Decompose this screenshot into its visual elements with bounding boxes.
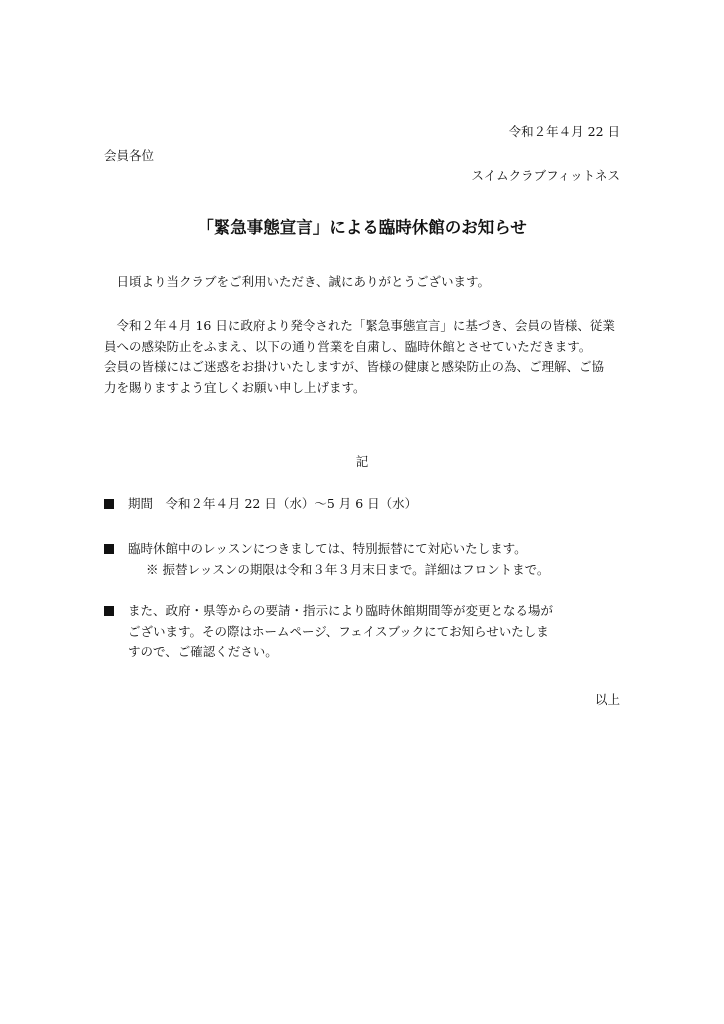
sender: スイムクラブフィットネス (471, 168, 620, 183)
notice-title: 「緊急事態宣言」による臨時休館のお知らせ (197, 218, 527, 237)
closing: 以上 (594, 692, 620, 707)
body-line: 令和２年４月 16 日に政府より発令された「緊急事態宣言」に基づき、会員の皆様、従業 (116, 318, 615, 333)
body-paragraph (104, 316, 624, 398)
body-line: 員への感染防止をふまえ、以下の通り営業を自粛し、臨時休館とさせていただきます。 (104, 338, 592, 354)
item-line: すので、ご確認ください。 (128, 644, 278, 659)
recipient: 会員各位 (104, 148, 155, 163)
item-lessons (104, 539, 624, 580)
square-bullet-icon (104, 606, 114, 616)
item-line: 臨時休館中のレッスンにつきましては、特別振替にて対応いたします。 (128, 541, 527, 556)
ki-heading: 記 (355, 454, 369, 469)
body-line: 会員の皆様にはご迷惑をお掛けいたしますが、皆様の健康と感染防止の為、ご理解、ご協 (104, 359, 605, 374)
square-bullet-icon (104, 499, 114, 509)
greeting (104, 272, 624, 293)
item-line: また、政府・県等からの要請・指示により臨時休館期間等が変更となる場が (128, 603, 554, 618)
body-line: 力を賜りますよう宜しくお願い申し上げます。 (104, 379, 366, 395)
greeting-text: 日頃より当クラブをご利用いただき、誠にありがとうございます。 (116, 274, 491, 289)
item-line: 期間 令和２年４月 22 日（水）～5 月 6 日（水） (128, 496, 418, 511)
square-bullet-icon (104, 544, 114, 554)
item-changes (104, 601, 624, 663)
item-note: ※ 振替レッスンの期限は令和３年３月末日まで。詳細はフロントまで。 (146, 561, 550, 577)
notice-date: 令和２年４月 22 日 (508, 124, 620, 139)
item-period (104, 494, 624, 515)
item-line: ございます。その際はホームページ、フェイスブックにてお知らせいたしま (128, 623, 549, 639)
